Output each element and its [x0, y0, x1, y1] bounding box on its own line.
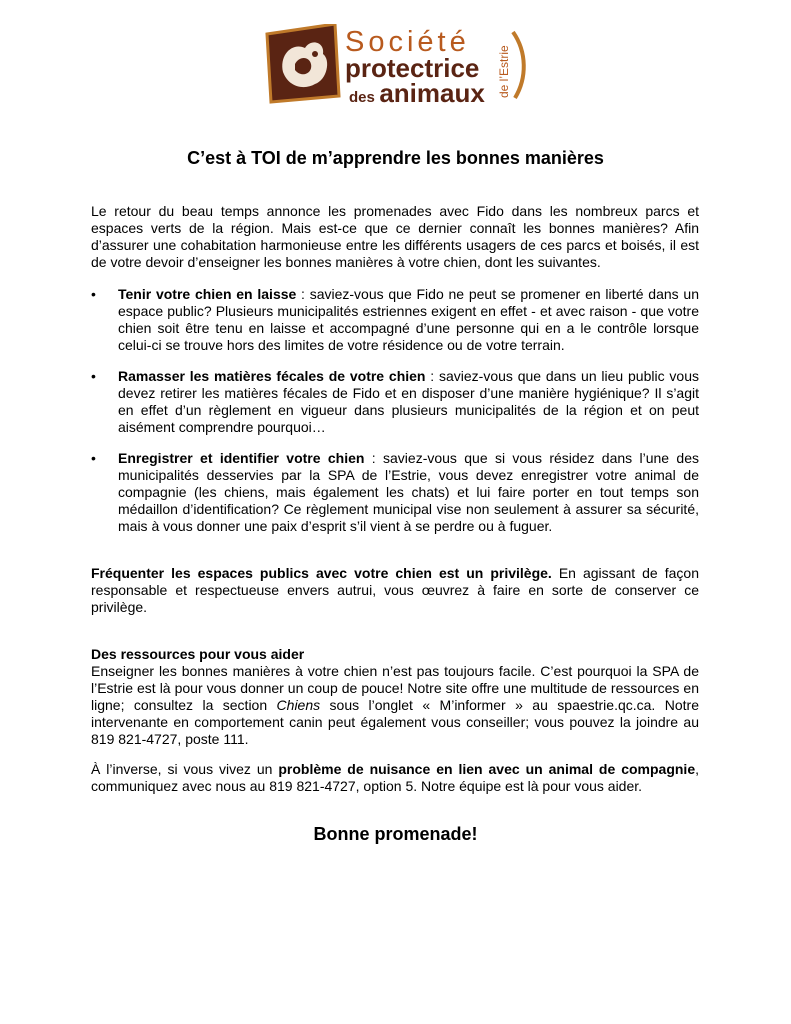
nuisance-paragraph — [91, 761, 699, 795]
bullet-text: : saviez-vous que Fido ne peut se promener en liberté dans un espace public? Plusieurs municipalités estriennes exigent en effet - et avec raison - que votre chien soit être tenu en laisse et accompagné d’une personne qui en a le contrôle lorsque celui-ci se trouve hors des limites de votre résidence ou de votre terrain. — [118, 286, 699, 353]
resources-paragraph — [91, 663, 699, 748]
bullet-marker: • — [91, 450, 96, 466]
bullet-item-laisse — [118, 286, 699, 354]
logo-des: des — [349, 89, 375, 106]
bullet-item-enregistrer — [118, 450, 699, 535]
resources-text-after: sous l’onglet « M’informer » au spaestrie.qc.ca. Notre intervenante en comportement canin peut également vous conseiller; vous pouvez la joindre au 819 821-4727, poste 111. — [91, 697, 699, 747]
bullet-text: : saviez-vous que si vous résidez dans l’une des municipalités desservies par la SPA de l’Estrie, vous devez enregistrer votre animal de compagnie (les chiens, mais également les chats) et lui faire porter en tout temps son médaillon d’identification? Ce règlement municipal vise non seulement à assurer sa sécurité, mais à vous donner une paix d’esprit s’il vient à se perdre ou à fuguer. — [118, 450, 699, 534]
nuisance-after: , communiquez avec nous au 819 821-4727, option 5. Notre équipe est là pour vous aider. — [91, 761, 699, 794]
nuisance-bold: problème de nuisance en lien avec un animal de compagnie — [278, 761, 696, 777]
logo-line-animaux — [349, 78, 485, 109]
bullet-marker: • — [91, 368, 96, 384]
resources-italic: Chiens — [276, 697, 321, 713]
closing-text: Bonne promenade! — [313, 824, 478, 844]
nuisance-before: À l’inverse, si vous vivez un — [91, 761, 279, 777]
logo-animaux: animaux — [379, 78, 485, 108]
privilege-paragraph — [91, 565, 699, 616]
bullet-bold: Ramasser les matières fécales de votre chien — [118, 368, 426, 384]
bullet-item-matieres — [118, 368, 699, 436]
bullet-bold: Tenir votre chien en laisse — [118, 286, 297, 302]
bullet-marker: • — [91, 286, 96, 302]
bullet-bold: Enregistrer et identifier votre chien — [118, 450, 365, 466]
logo-vertical-text: de l’Estrie — [497, 45, 511, 98]
resources-heading-text: Des ressources pour vous aider — [91, 646, 305, 662]
privilege-bold: Fréquenter les espaces publics avec votre chien est un privilège. — [91, 565, 552, 581]
logo-line-societe: Société — [345, 26, 470, 58]
logo-line-protectrice: protectrice — [345, 53, 480, 83]
bullet-text: : saviez-vous que dans un lieu public vous devez retirer les matières fécales de Fido et en disposer d’une manière hygiénique? Il s’agit en effet d’un règlement en vigueur dans plusieurs municipalités de la région et on peut aisément comprendre pourquoi… — [118, 368, 699, 435]
resources-heading — [91, 646, 699, 663]
intro-paragraph: Le retour du beau temps annonce les promenades avec Fido dans les nombreux parcs et espaces verts de la région. Mais est-ce que ce dernier connaît les bonnes manières? Afin d’assurer une cohabitation harmonieuse entre les différents usagers de ces parcs et boisés, il est de votre devoir d’enseigner les bonnes manières à votre chien, dont les suivantes. — [91, 203, 699, 270]
resources-section — [91, 646, 699, 748]
privilege-text: En agissant de façon responsable et respectueuse envers autrui, vous œuvrez à faire en sorte de conserver ce privilège. — [91, 565, 699, 615]
page-title: C’est à TOI de m’apprendre les bonnes manières — [187, 148, 604, 168]
resources-text-before: Enseigner les bonnes manières à votre chien n’est pas toujours facile. C’est pourquoi la SPA de l’Estrie est là pour vous donner un coup de pouce! Notre site offre une multitude de ressources en ligne; consultez la section — [91, 663, 699, 713]
